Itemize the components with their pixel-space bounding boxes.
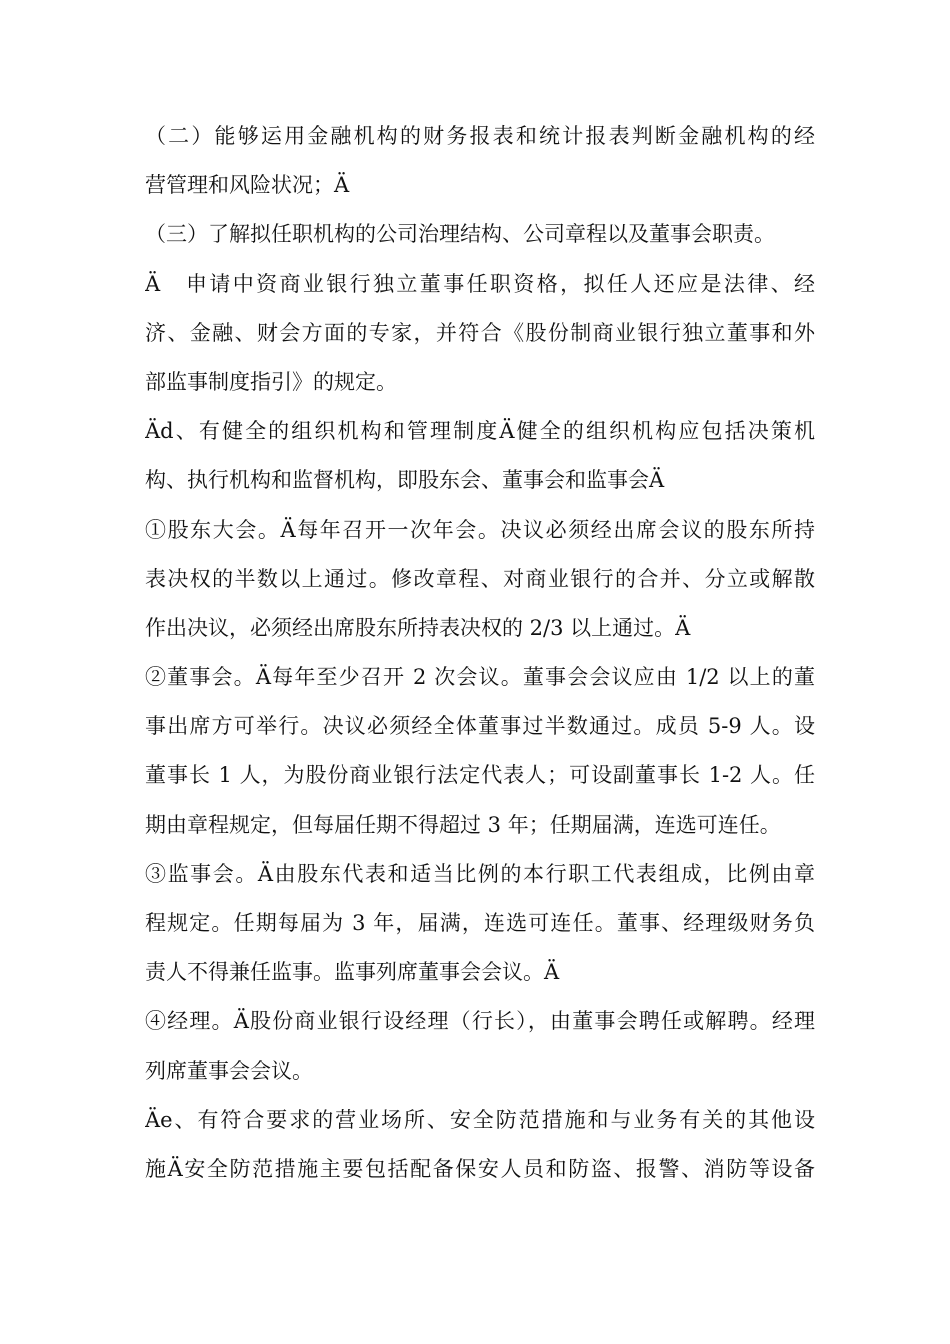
text-line: 列席董事会会议。 (145, 1058, 313, 1083)
text-line: 济、金融、财会方面的专家，并符合《股份制商业银行独立董事和外 (145, 320, 815, 345)
text-line: 表决权的半数以上通过。修改章程、对商业银行的合并、分立或解散 (145, 566, 815, 591)
text-line: 构、执行机构和监督机构，即股东会、董事会和监事会Ä (145, 468, 665, 493)
document-body (145, 112, 815, 1194)
text-line: 责人不得兼任监事。监事列席董事会会议。Ä (145, 960, 560, 985)
text-line: （二）能够运用金融机构的财务报表和统计报表判断金融机构的经 (145, 124, 815, 148)
text-line: 部监事制度指引》的规定。 (145, 369, 397, 394)
text-line: ①股东大会。Ä每年召开一次年会。决议必须经出席会议的股东所持 (145, 517, 815, 542)
text-line: 营管理和风险状况；Ä (145, 173, 350, 198)
text-line: 作出决议，必须经出席股东所持表决权的 2/3 以上通过。Ä (145, 615, 691, 640)
text-line: 董事长 1 人，为股份商业银行法定代表人；可设副董事长 1-2 人。任 (145, 763, 815, 788)
text-line: Äe、有符合要求的营业场所、安全防范措施和与业务有关的其他设 (145, 1107, 815, 1132)
text-line: 期由章程规定，但每届任期不得超过 3 年；任期届满，连选可连任。 (145, 812, 781, 837)
text-line: ④经理。Ä股份商业银行设经理（行长），由董事会聘任或解聘。经理 (145, 1009, 815, 1034)
text-line: ②董事会。Ä每年至少召开 2 次会议。董事会会议应由 1/2 以上的董 (145, 665, 815, 690)
text-line: 程规定。任期每届为 3 年，届满，连选可连任。董事、经理级财务负 (145, 911, 815, 935)
text-line: Äd、有健全的组织机构和管理制度Ä健全的组织机构应包括决策机 (145, 419, 815, 444)
text-line: 施Ä安全防范措施主要包括配备保安人员和防盗、报警、消防等设备 (145, 1156, 815, 1181)
text-line: 事出席方可举行。决议必须经全体董事过半数通过。成员 5-9 人。设 (145, 714, 815, 739)
text-line: Ä 申请中资商业银行独立董事任职资格，拟任人还应是法律、经 (145, 271, 815, 296)
text-line: ③监事会。Ä由股东代表和适当比例的本行职工代表组成，比例由章 (145, 861, 815, 886)
text-line: （三）了解拟任职机构的公司治理结构、公司章程以及董事会职责。 (145, 222, 775, 247)
